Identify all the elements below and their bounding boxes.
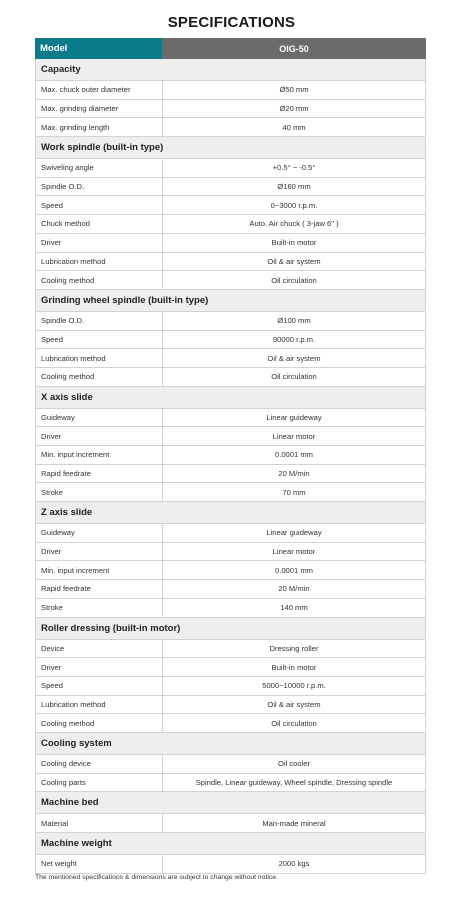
spec-value: Oil circulation [271, 275, 317, 285]
spec-table [35, 38, 426, 874]
table-row [35, 561, 426, 580]
spec-label: Driver [36, 234, 163, 252]
spec-label: Max. grinding length [36, 118, 163, 136]
table-row [35, 658, 426, 677]
spec-value: 5000~10000 r.p.m. [262, 681, 326, 691]
spec-value: 0~3000 r.p.m. [270, 200, 318, 210]
table-row [35, 178, 426, 197]
spec-label: Guideway [36, 524, 163, 542]
spec-value: Linear motor [272, 547, 316, 557]
table-row [35, 159, 426, 178]
spec-value: Oil cooler [277, 759, 311, 769]
table-row [35, 580, 426, 599]
table-row [35, 774, 426, 793]
section-heading: Roller dressing (built-in motor) [35, 618, 426, 640]
spec-label: Chuck method [36, 215, 163, 233]
table-row [35, 81, 426, 100]
spec-value: Oil circulation [271, 718, 317, 728]
spec-label: Driver [36, 543, 163, 561]
spec-value: 140 mm [280, 603, 308, 613]
table-row [35, 349, 426, 368]
spec-label: Net weight [36, 855, 163, 873]
footnote: The mentioned specifications & dimensions are subject to change without notice. [35, 874, 278, 881]
table-row [35, 196, 426, 215]
spec-value: 2000 kgs [278, 859, 310, 869]
spec-label: Rapid feedrate [36, 465, 163, 483]
spec-value: Ø20 mm [279, 104, 309, 114]
spec-value: Ø50 mm [279, 85, 309, 95]
table-header-row [35, 38, 426, 59]
model-header-label: Model [35, 38, 162, 59]
table-row [35, 714, 426, 733]
section-heading: Work spindle (built-in type) [35, 137, 426, 159]
spec-value: +0.5° ~ -0.5° [272, 163, 316, 173]
spec-value: Oil & air system [267, 353, 321, 363]
section-heading: Grinding wheel spindle (built-in type) [35, 290, 426, 312]
spec-value: 0.0001 mm [275, 565, 313, 575]
table-row [35, 253, 426, 272]
table-row [35, 312, 426, 331]
table-row [35, 696, 426, 715]
spec-value: 90000 r.p.m. [272, 334, 316, 344]
section-heading: Machine bed [35, 792, 426, 814]
spec-label: Min. input increment [36, 561, 163, 579]
spec-value: Ø160 mm [277, 182, 311, 192]
spec-label: Max. chuck outer diameter [36, 81, 163, 99]
spec-value: Linear guideway [266, 528, 322, 538]
spec-value: Oil & air system [267, 699, 321, 709]
spec-value: Oil & air system [267, 256, 321, 266]
table-row [35, 855, 426, 874]
table-row [35, 814, 426, 833]
section-heading: X axis slide [35, 387, 426, 409]
spec-value: Auto. Air chuck ( 3-jaw 6" ) [249, 219, 339, 229]
spec-label: Material [36, 814, 163, 832]
spec-value: Ø100 mm [277, 316, 311, 326]
table-row [35, 640, 426, 659]
table-row [35, 234, 426, 253]
spec-label: Spindle O.D. [36, 312, 163, 330]
page-title: SPECIFICATIONS [167, 14, 296, 31]
table-row [35, 100, 426, 119]
spec-value: Oil circulation [271, 372, 317, 382]
table-row [35, 543, 426, 562]
spec-value: 20 M/min [278, 584, 310, 594]
section-heading: Z axis slide [35, 502, 426, 524]
spec-label: Stroke [36, 483, 163, 501]
table-row [35, 524, 426, 543]
spec-label: Lubrication method [36, 349, 163, 367]
table-row [35, 409, 426, 428]
spec-label: Cooling method [36, 271, 163, 289]
spec-value: 40 mm [282, 122, 306, 132]
table-row [35, 446, 426, 465]
spec-value: 20 M/min [278, 469, 310, 479]
table-row [35, 118, 426, 137]
spec-value: Spindle, Linear guideway, Wheel spindle, Dressing spindle [195, 777, 393, 787]
spec-value: Dressing roller [269, 643, 319, 653]
spec-label: Rapid feedrate [36, 580, 163, 598]
model-header-value: OIG-50 [162, 38, 426, 59]
spec-label: Cooling method [36, 714, 163, 732]
spec-label: Cooling method [36, 368, 163, 386]
spec-value: 0.0001 mm [275, 450, 313, 460]
spec-label: Lubrication method [36, 696, 163, 714]
table-row [35, 271, 426, 290]
spec-label: Speed [36, 677, 163, 695]
table-row [35, 755, 426, 774]
table-row [35, 427, 426, 446]
spec-value: Built-in motor [271, 238, 317, 248]
spec-label: Device [36, 640, 163, 658]
spec-value: Built-in motor [271, 662, 317, 672]
table-row [35, 483, 426, 502]
table-row [35, 677, 426, 696]
spec-label: Driver [36, 658, 163, 676]
spec-value: Linear guideway [266, 412, 322, 422]
table-row [35, 331, 426, 350]
spec-label: Speed [36, 196, 163, 214]
spec-label: Guideway [36, 409, 163, 427]
table-row [35, 465, 426, 484]
spec-label: Speed [36, 331, 163, 349]
table-row [35, 599, 426, 618]
spec-label: Min. input increment [36, 446, 163, 464]
section-heading: Capacity [35, 59, 426, 81]
section-heading: Cooling system [35, 733, 426, 755]
spec-label: Swiveling angle [36, 159, 163, 177]
spec-label: Max. grinding diameter [36, 100, 163, 118]
spec-label: Cooling device [36, 755, 163, 773]
section-heading: Machine weight [35, 833, 426, 855]
spec-label: Stroke [36, 599, 163, 617]
spec-value: Man-made mineral [262, 818, 326, 828]
spec-value: Linear motor [272, 431, 316, 441]
spec-label: Lubrication method [36, 253, 163, 271]
spec-value: 70 mm [282, 487, 306, 497]
table-row [35, 368, 426, 387]
table-row [35, 215, 426, 234]
spec-label: Driver [36, 427, 163, 445]
spec-label: Cooling parts [36, 774, 163, 792]
spec-label: Spindle O.D. [36, 178, 163, 196]
